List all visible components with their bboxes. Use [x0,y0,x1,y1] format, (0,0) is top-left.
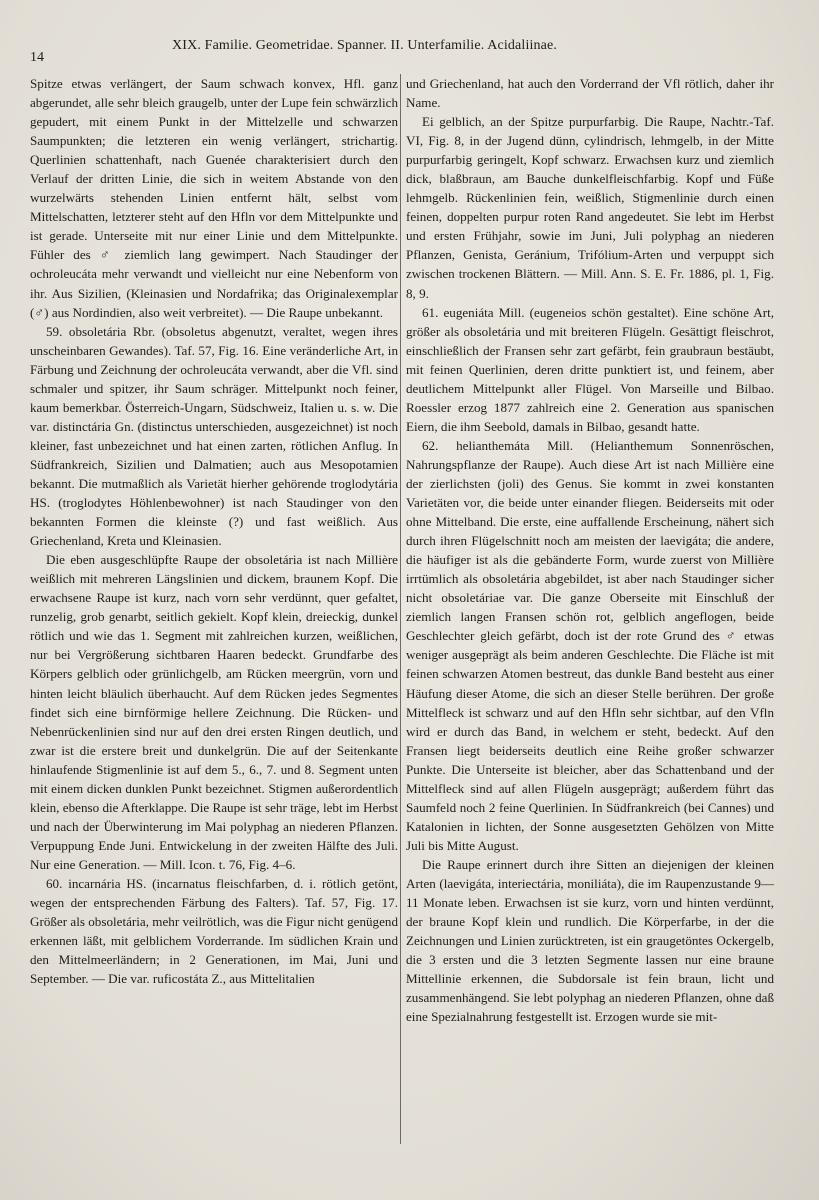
paragraph: Ei gelblich, an der Spitze purpurfarbig. Die Raupe, Nachtr.-Taf. VI, Fig. 8, in der Jugend dünn, cylindrisch, lehmgelb, in der Mitte purpurfarbig geringelt, Kopf schwarz. Erwachsen kurz und ziemlich dick, blaßbraun, am Bauche dunkelfleischfarbig. Kopf und Füße lehmgelb. Rückenlinien fein, weißlich, Stigmenlinie durch einen feinen, doppelten purpur roten Rand angedeutet. Sie lebt im Herbst und ersten Frühjahr, sowie im Juni, Juli polyphag an niederen Pflanzen, Genista, Geránium, Trifólium-Arten und verpuppt sich zwischen trockenen Blättern. — Mill. Ann. S. E. Fr. 1886, pl. 1, Fig. 8, 9. [406,114,774,301]
paragraph: 62. helianthemáta Mill. (Helianthemum Sonnenröschen, Nahrungspflanze der Raupe). Auch diese Art ist nach Millière eine der zierlichsten (joli) des Genus. Sie kommt in zwei konstanten Varietäten vor, die beide unter einander fliegen. Beiderseits mit oder ohne Mittelband. Die erste, eine auffallende Erscheinung, nähert sich durch ihren Flügelschnitt noch am meisten der laevigáta; die andere, die häufiger ist als die gebänderte Form, wurde zuerst von Millière irrtümlich als obsoletária abgebildet, ist aber nach Staudinger sicher nicht obsoletáriae var. Die ganze Oberseite mit Einschluß der ziemlich langen Fransen schön rot, gelblich angeflogen, beide Geschlechter gleich gefärbt, doch ist der rote Grund des ♂ etwas weniger ausgeprägt als beim anderen Geschlechte. Die Fläche ist mit feinen schwarzen Atomen bestreut, das dunkle Band besteht aus einer Häufung dieser Atome, die sich an dieser Stelle berühren. Der große Mittelfleck ist schwarz und auf den Hfln sehr sichtbar, auf den Vfln wird er durch das Band, in welchem er steht, bedeckt. Auf den Fransen liegt beiderseits deutlich eine Reihe großer schwarzer Punkte. Die Unterseite ist bleicher, aber das Schattenband und der Mittelfleck sind auf allen Flügeln ausgeprägt; außerdem führt das Saumfeld noch 2 feine Querlinien. In Südfrankreich (bei Cannes) und Katalonien in lichten, der Sonne ausgesetzten Gehölzen von Mitte Juli bis Mitte August. [406,437,774,853]
paragraph: Spitze etwas verlängert, der Saum schwach konvex, Hfl. ganz abgerundet, alle sehr bleich graugelb, unter der Lupe fein schwärzlich gepudert, mit einem Punkt in der Mittelzelle und schwarzen Saumpunkten; die letzteren ein wenig verlängert, strichartig. Querlinien schattenhaft, nach Guenée charakterisiert durch den Verlauf der dritten Linie, die sich in weitem Abstande von den wurzelwärts stehenden Linien entfernt hält, selbst vom Mittelschatten, letzterer steht auf den Hfln vor dem Mittelpunkte und ist gerade. Unterseite mit nur einer Linie und dem Mittelpunkte. Fühler des ♂ ziemlich lang gewimpert. Nach Staudinger der ochroleucáta mehr verwandt und vielleicht nur eine Nebenform von ihr. Aus Sizilien, (Kleinasien und Nordafrika; das Originalexemplar (♂) aus Nordindien, also weit verbreitet). — Die Raupe unbekannt. [30,76,398,320]
paragraph: und Griechenland, hat auch den Vorderrand der Vfl rötlich, daher ihr Name. [406,76,774,111]
paragraph: Die eben ausgeschlüpfte Raupe der obsoletária ist nach Millière weißlich mit mehreren Längslinien und dickem, braunem Kopf. Die erwachsene Raupe ist kurz, nach vorn sehr verdünnt, quer gefaltet, runzelig, grob genarbt, seitlich gekielt. Kopf klein, dreieckig, dunkel rötlich und wie das 1. Segment mit zahlreichen kurzen, weißlichen, nur bei Vergrößerung sichtbaren Haaren bedeckt. Grundfarbe des Körpers gelblich oder grünlichgelb, am Rücken meergrün, vorn und hinten leicht bläulich überhaucht. Auf dem Rücken jedes Segmentes findet sich eine birnförmige hellere Zeichnung. Die Rücken- und Nebenrückenlinien sind nur auf den drei ersten Ringen deutlich, und zwar ist die erstere breit und dunkelgrün. Die auf der Seitenkante hinlaufende Stigmenlinie ist auf dem 5., 6., 7. und 8. Segment unten mit einem dicken dunklen Punkt bezeichnet. Stigmen außerordentlich klein, ebenso die Afterklappe. Die Raupe ist sehr träge, lebt im Herbst und nach der Überwinterung im Mai polyphag an niederen Pflanzen. Verpuppung Ende Juni. Entwickelung in der zweiten Hälfte des Juli. Nur eine Generation. — Mill. Icon. t. 76, Fig. 4–6. [30,552,398,872]
running-head: XIX. Familie. Geometridae. Spanner. II. Unterfamilie. Acidaliinae. [172,38,558,53]
left-column [30,74,398,1184]
paragraph: 61. eugeniáta Mill. (eugeneios schön gestaltet). Eine schöne Art, größer als obsoletária und mit breiteren Flügeln. Gesättigt fleischrot, einschließlich der Fransen sehr zart gefärbt, fein graubraun bestäubt, mit feinen Querlinien, deren dritte punktiert ist, und feinem, aber deutlichem Mittelpunkt aller Flügel. Von Marseille und Bilbao. Roessler erzog 1877 zahlreich eine 2. Generation aus spanischen Eiern, die ihm Seebold, damals in Bilbao, gesandt hatte. [406,304,774,434]
right-column [406,74,774,1184]
column-divider [400,74,401,1144]
paragraph: 59. obsoletária Rbr. (obsoletus abgenutzt, veraltet, wegen ihres unscheinbaren Gewandes). Taf. 57, Fig. 16. Eine veränderliche Art, in Färbung und Zeichnung der ochroleucáta verwandt, aber die Vfl. sind schmaler und spitzer, ihr Saum schräger. Mittelpunkt noch feiner, kaum bemerkbar. Österreich-Ungarn, Südschweiz, Italien u. s. w. Die var. distinctária Gn. (distinctus unterschieden, ausgezeichnet) ist noch kleiner, fast unbezeichnet und hat einen zarten, rötlichen Anflug. In Südfrankreich, Sizilien und Dalmatien; auch aus Mesopotamien bekannt. Die mutmaßlich als Varietät hierher gehörende troglodytária HS. (troglodytes Höhlenbewohner) ist nach Staudinger von den bekannten Formen die kleinste (?) und fast weißlich. Aus Griechenland, Kreta und Kleinasien. [30,323,398,549]
paragraph: Die Raupe erinnert durch ihre Sitten an diejenigen der kleinen Arten (laevigáta, interiectária, moniliáta), die im Raupenzustande 9—11 Monate leben. Erwachsen ist sie kurz, vorn und hinten verdünnt, der braune Kopf klein und rundlich. Die Körperfarbe, in der die Zeichnungen und Linien zurücktreten, ist ein graugetöntes Ockergelb, die 3 ersten und die 3 letzten Segmente lassen nur eine braune Mittellinie erkennen, die Subdorsale ist fein braun, licht und zusammenhängend. Sie lebt polyphag an niederen Pflanzen, ohne daß eine Spezialnahrung festgestellt ist. Erzogen wurde sie mit- [406,856,774,1025]
page-number: 14 [30,50,44,65]
paragraph: 60. incarnária HS. (incarnatus fleischfarben, d. i. rötlich getönt, wegen der entsprechenden Färbung des Falters). Taf. 57, Fig. 17. Größer als obsoletária, mehr veilrötlich, was die Figur nicht genügend erkennen läßt, mit gelblichem Vorderrande. Im südlichen Krain und den Mittelmeerländern; in 2 Generationen, im Mai, Juni und September. — Die var. ruficostáta Z., aus Mittelitalien [30,875,398,987]
